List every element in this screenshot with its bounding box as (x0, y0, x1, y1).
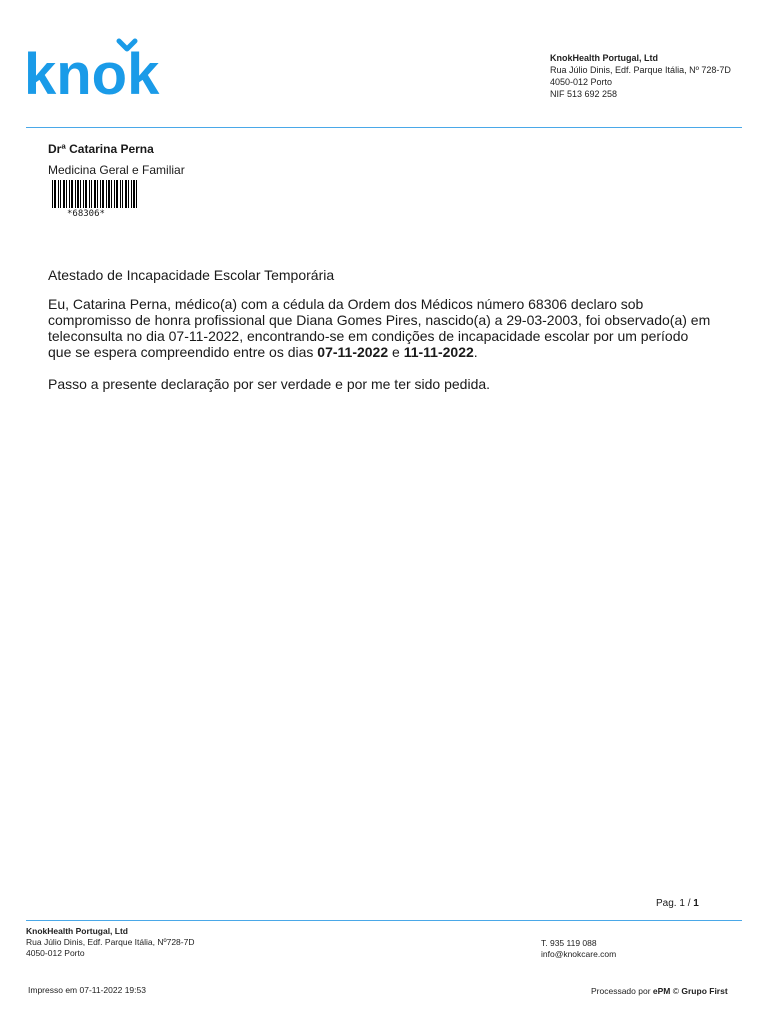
doctor-name: Drª Catarina Perna (48, 142, 154, 156)
processed-prefix: Processado por (591, 986, 653, 996)
footer-phone: T. 935 119 088 (541, 938, 597, 948)
printed-timestamp: Impresso em 07-11-2022 19:53 (28, 985, 146, 995)
processed-by (591, 986, 728, 996)
footer-contact (541, 938, 616, 960)
closing-statement: Passo a presente declaração por ser verdade e por me ter sido pedida. (48, 376, 491, 392)
page-number (656, 898, 699, 909)
start-date: 07-11-2022 (317, 344, 389, 360)
processed-suffix: © (670, 986, 682, 996)
page-total: 1 (693, 898, 699, 909)
declaration-line-2: compromisso de honra profissional que Diana Gomes Pires, nascido(a) a 29-03-2003, foi observado(a) em (48, 312, 711, 328)
footer-address-line2: 4050-012 Porto (26, 948, 85, 958)
processed-brand: ePM (652, 986, 671, 996)
declaration-line-3: teleconsulta no dia 07-11-2022, encontrando-se em condições de incapacidade escolar por um período (48, 328, 689, 344)
knok-logo (24, 38, 194, 98)
footer-email: info@knokcare.com (541, 949, 617, 959)
logo-text: knok (24, 42, 160, 98)
header-address-line1: Rua Júlio Dinis, Edf. Parque Itália, Nº 728-7D (550, 65, 731, 75)
declaration-line-1: Eu, Catarina Perna, médico(a) com a cédula da Ordem dos Médicos número 68306 declaro sob (48, 296, 644, 312)
footer-company-name: KnokHealth Portugal, Ltd (26, 926, 128, 936)
header-company-name: KnokHealth Portugal, Ltd (550, 53, 658, 63)
period-prefix: que se espera compreendido entre os dias (48, 344, 318, 360)
header-nif: NIF 513 692 258 (550, 89, 618, 99)
page-label: Pag. 1 / (656, 898, 694, 909)
declaration-line-4 (48, 344, 738, 360)
barcode-icon (50, 180, 140, 210)
barcode-number: *68306* (67, 209, 105, 219)
header-address-line2: 4050-012 Porto (550, 77, 613, 87)
header-divider (26, 127, 742, 128)
period-mid: e (388, 344, 404, 360)
footer-company-info (26, 926, 194, 959)
document-title: Atestado de Incapacidade Escolar Temporária (48, 267, 335, 283)
footer-address-line1: Rua Júlio Dinis, Edf. Parque Itália, Nº728-7D (26, 937, 195, 947)
header-company-info (550, 52, 731, 100)
end-date: 11-11-2022 (403, 344, 474, 360)
footer-divider (26, 920, 742, 921)
doctor-specialty: Medicina Geral e Familiar (48, 163, 185, 177)
processed-group: Grupo First (681, 986, 728, 996)
declaration-paragraph (48, 296, 738, 360)
period-suffix: . (473, 344, 478, 360)
